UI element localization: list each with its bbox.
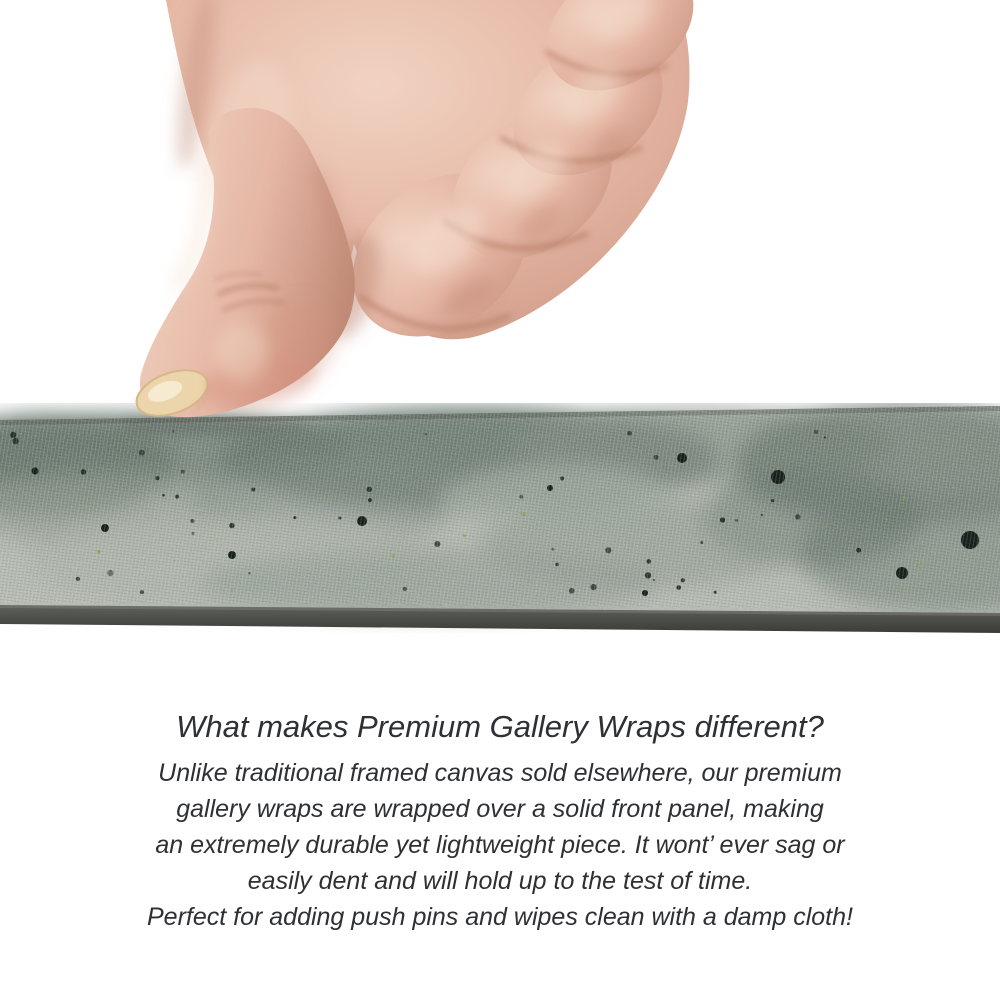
caption-line: Unlike traditional framed canvas sold elsewhere, our premium: [158, 759, 842, 787]
canvas-edge-strip: [0, 403, 1000, 633]
canvas-edge-texture-image: [0, 403, 1000, 633]
caption-line: gallery wraps are wrapped over a solid front panel, making: [176, 795, 824, 823]
canvas-grain: [0, 406, 1000, 613]
caption-heading: What makes Premium Gallery Wraps different?: [176, 709, 824, 744]
caption-line: an extremely durable yet lightweight piece. It wont’ ever sag or: [155, 831, 845, 859]
caption: [0, 706, 1000, 935]
caption-line: Perfect for adding push pins and wipes clean with a damp cloth!: [147, 903, 853, 931]
hand-pressing-thumb-image: [0, 0, 720, 430]
caption-line: easily dent and will hold up to the test of time.: [247, 867, 753, 895]
thumb-skin-texture: [216, 322, 268, 382]
